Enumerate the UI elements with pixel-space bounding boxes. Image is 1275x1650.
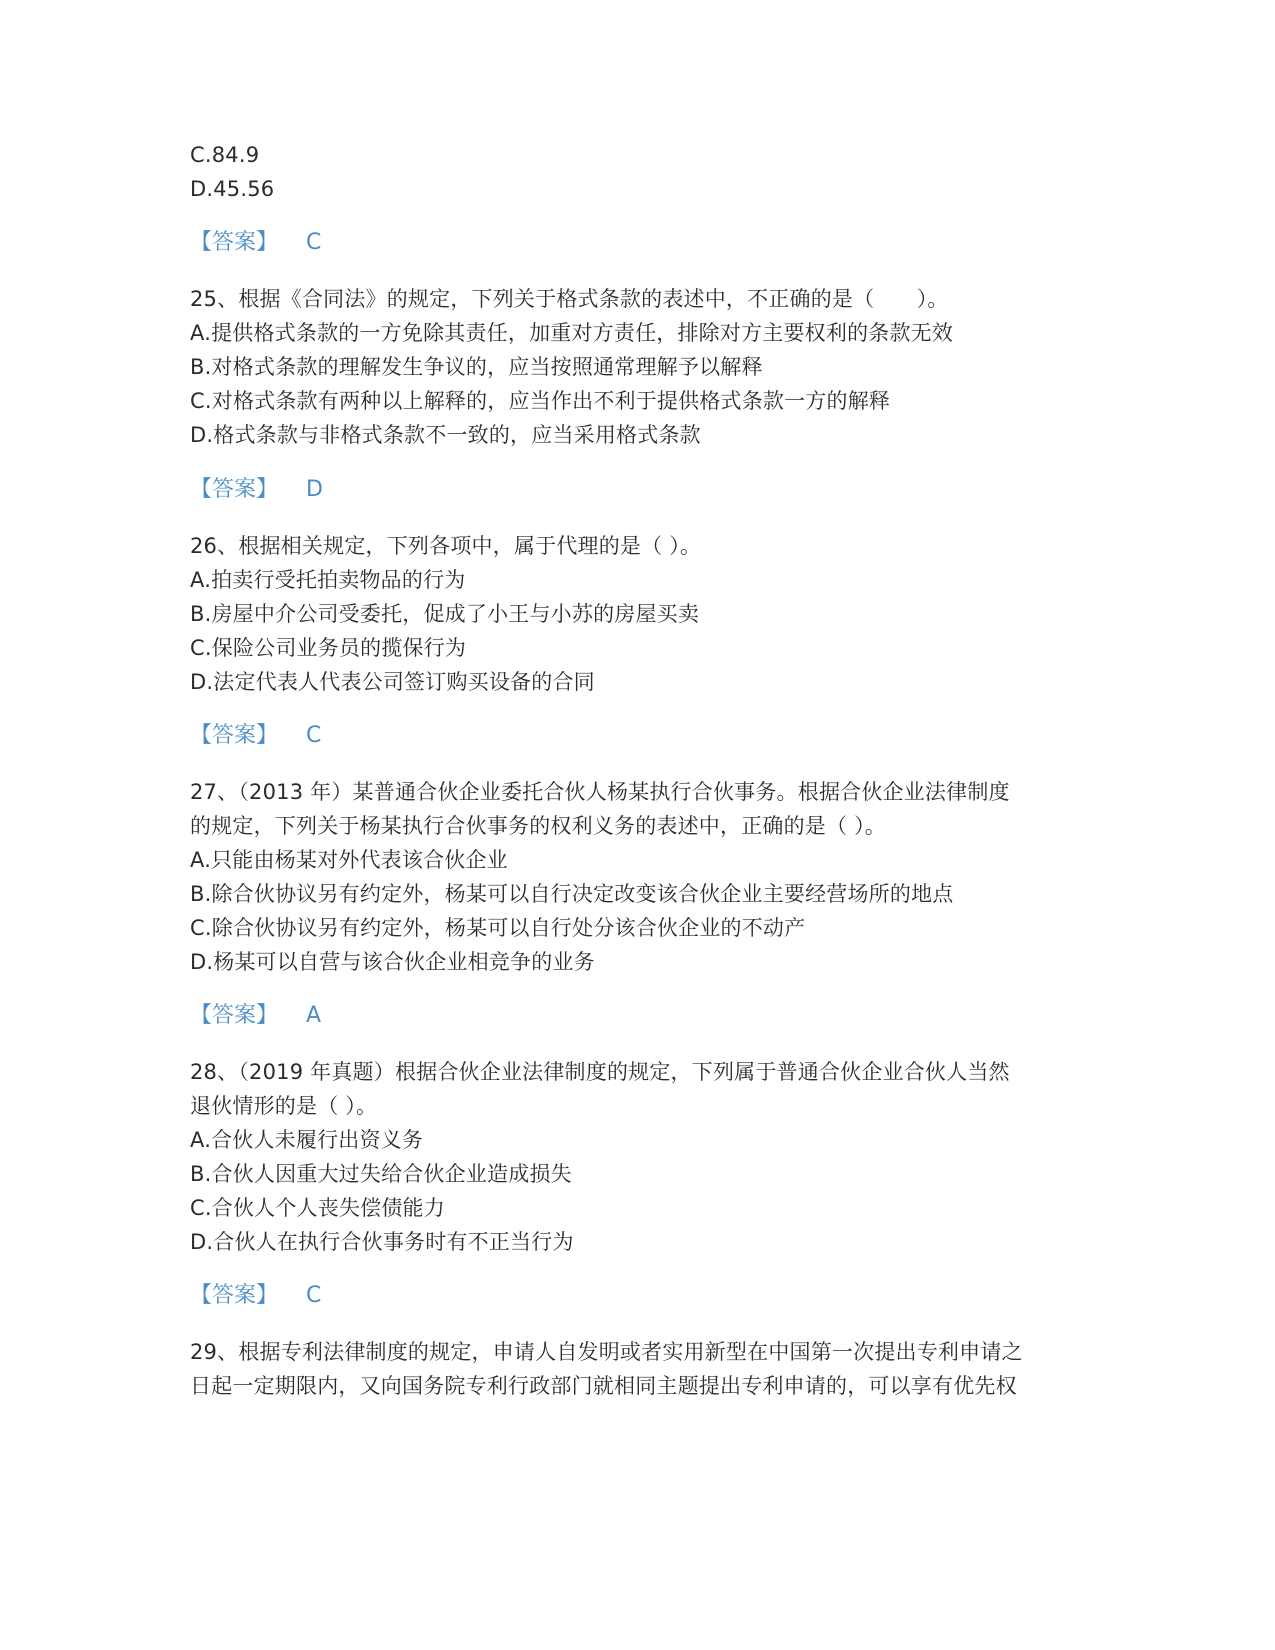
question-text: 退伙情形的是（ ）。 [190, 1094, 378, 1118]
option-line: D.杨某可以自营与该合伙企业相竞争的业务 [190, 950, 595, 974]
answer-line [190, 1002, 321, 1030]
option-line: B.房屋中介公司受委托，促成了小王与小苏的房屋买卖 [190, 602, 700, 626]
answer-line [190, 229, 321, 257]
answer-label: 【答案】 [190, 1003, 279, 1028]
answer-label: 【答案】 [190, 477, 279, 502]
option-line: C.合伙人个人丧失偿债能力 [190, 1196, 445, 1220]
answer-line [190, 476, 323, 504]
option-line: C.对格式条款有两种以上解释的，应当作出不利于提供格式条款一方的解释 [190, 389, 891, 413]
option-line: C.保险公司业务员的揽保行为 [190, 636, 467, 660]
option-line: D.格式条款与非格式条款不一致的，应当采用格式条款 [190, 423, 701, 447]
answer-label: 【答案】 [190, 230, 279, 255]
answer-label: 【答案】 [190, 1283, 279, 1308]
question-text: 的规定，下列关于杨某执行合伙事务的权利义务的表述中，正确的是（ ）。 [190, 814, 886, 838]
option-line: D.合伙人在执行合伙事务时有不正当行为 [190, 1230, 574, 1254]
question-text: 26、根据相关规定，下列各项中，属于代理的是（ ）。 [190, 534, 702, 558]
answer-value: C [306, 1283, 322, 1308]
answer-value: C [306, 230, 322, 255]
option-line: A.只能由杨某对外代表该合伙企业 [190, 848, 508, 872]
option-line: B.对格式条款的理解发生争议的，应当按照通常理解予以解释 [190, 355, 763, 379]
answer-value: D [306, 477, 323, 502]
option-line: A.提供格式条款的一方免除其责任，加重对方责任，排除对方主要权利的条款无效 [190, 321, 954, 345]
option-line: B.合伙人因重大过失给合伙企业造成损失 [190, 1162, 572, 1186]
option-line: D.法定代表人代表公司签订购买设备的合同 [190, 670, 595, 694]
option-line: C.84.9 [190, 143, 260, 167]
answer-value: A [306, 1003, 322, 1028]
option-line: A.拍卖行受托拍卖物品的行为 [190, 568, 466, 592]
answer-line [190, 1282, 321, 1310]
answer-line [190, 722, 321, 750]
option-line: B.除合伙协议另有约定外，杨某可以自行决定改变该合伙企业主要经营场所的地点 [190, 882, 954, 906]
option-line: C.除合伙协议另有约定外，杨某可以自行处分该合伙企业的不动产 [190, 916, 806, 940]
question-text: 25、根据《合同法》的规定，下列关于格式条款的表述中，不正确的是（ ）。 [190, 287, 949, 311]
question-text: 27、（2013 年）某普通合伙企业委托合伙人杨某执行合伙事务。根据合伙企业法律制度 [190, 780, 1010, 804]
answer-value: C [306, 723, 322, 748]
question-text: 28、（2019 年真题）根据合伙企业法律制度的规定，下列属于普通合伙企业合伙人当然 [190, 1060, 1010, 1084]
question-text: 29、根据专利法律制度的规定，申请人自发明或者实用新型在中国第一次提出专利申请之 [190, 1340, 1023, 1364]
option-line: A.合伙人未履行出资义务 [190, 1128, 424, 1152]
option-line: D.45.56 [190, 177, 275, 201]
question-text: 日起一定期限内，又向国务院专利行政部门就相同主题提出专利申请的，可以享有优先权 [190, 1374, 1017, 1398]
answer-label: 【答案】 [190, 723, 279, 748]
